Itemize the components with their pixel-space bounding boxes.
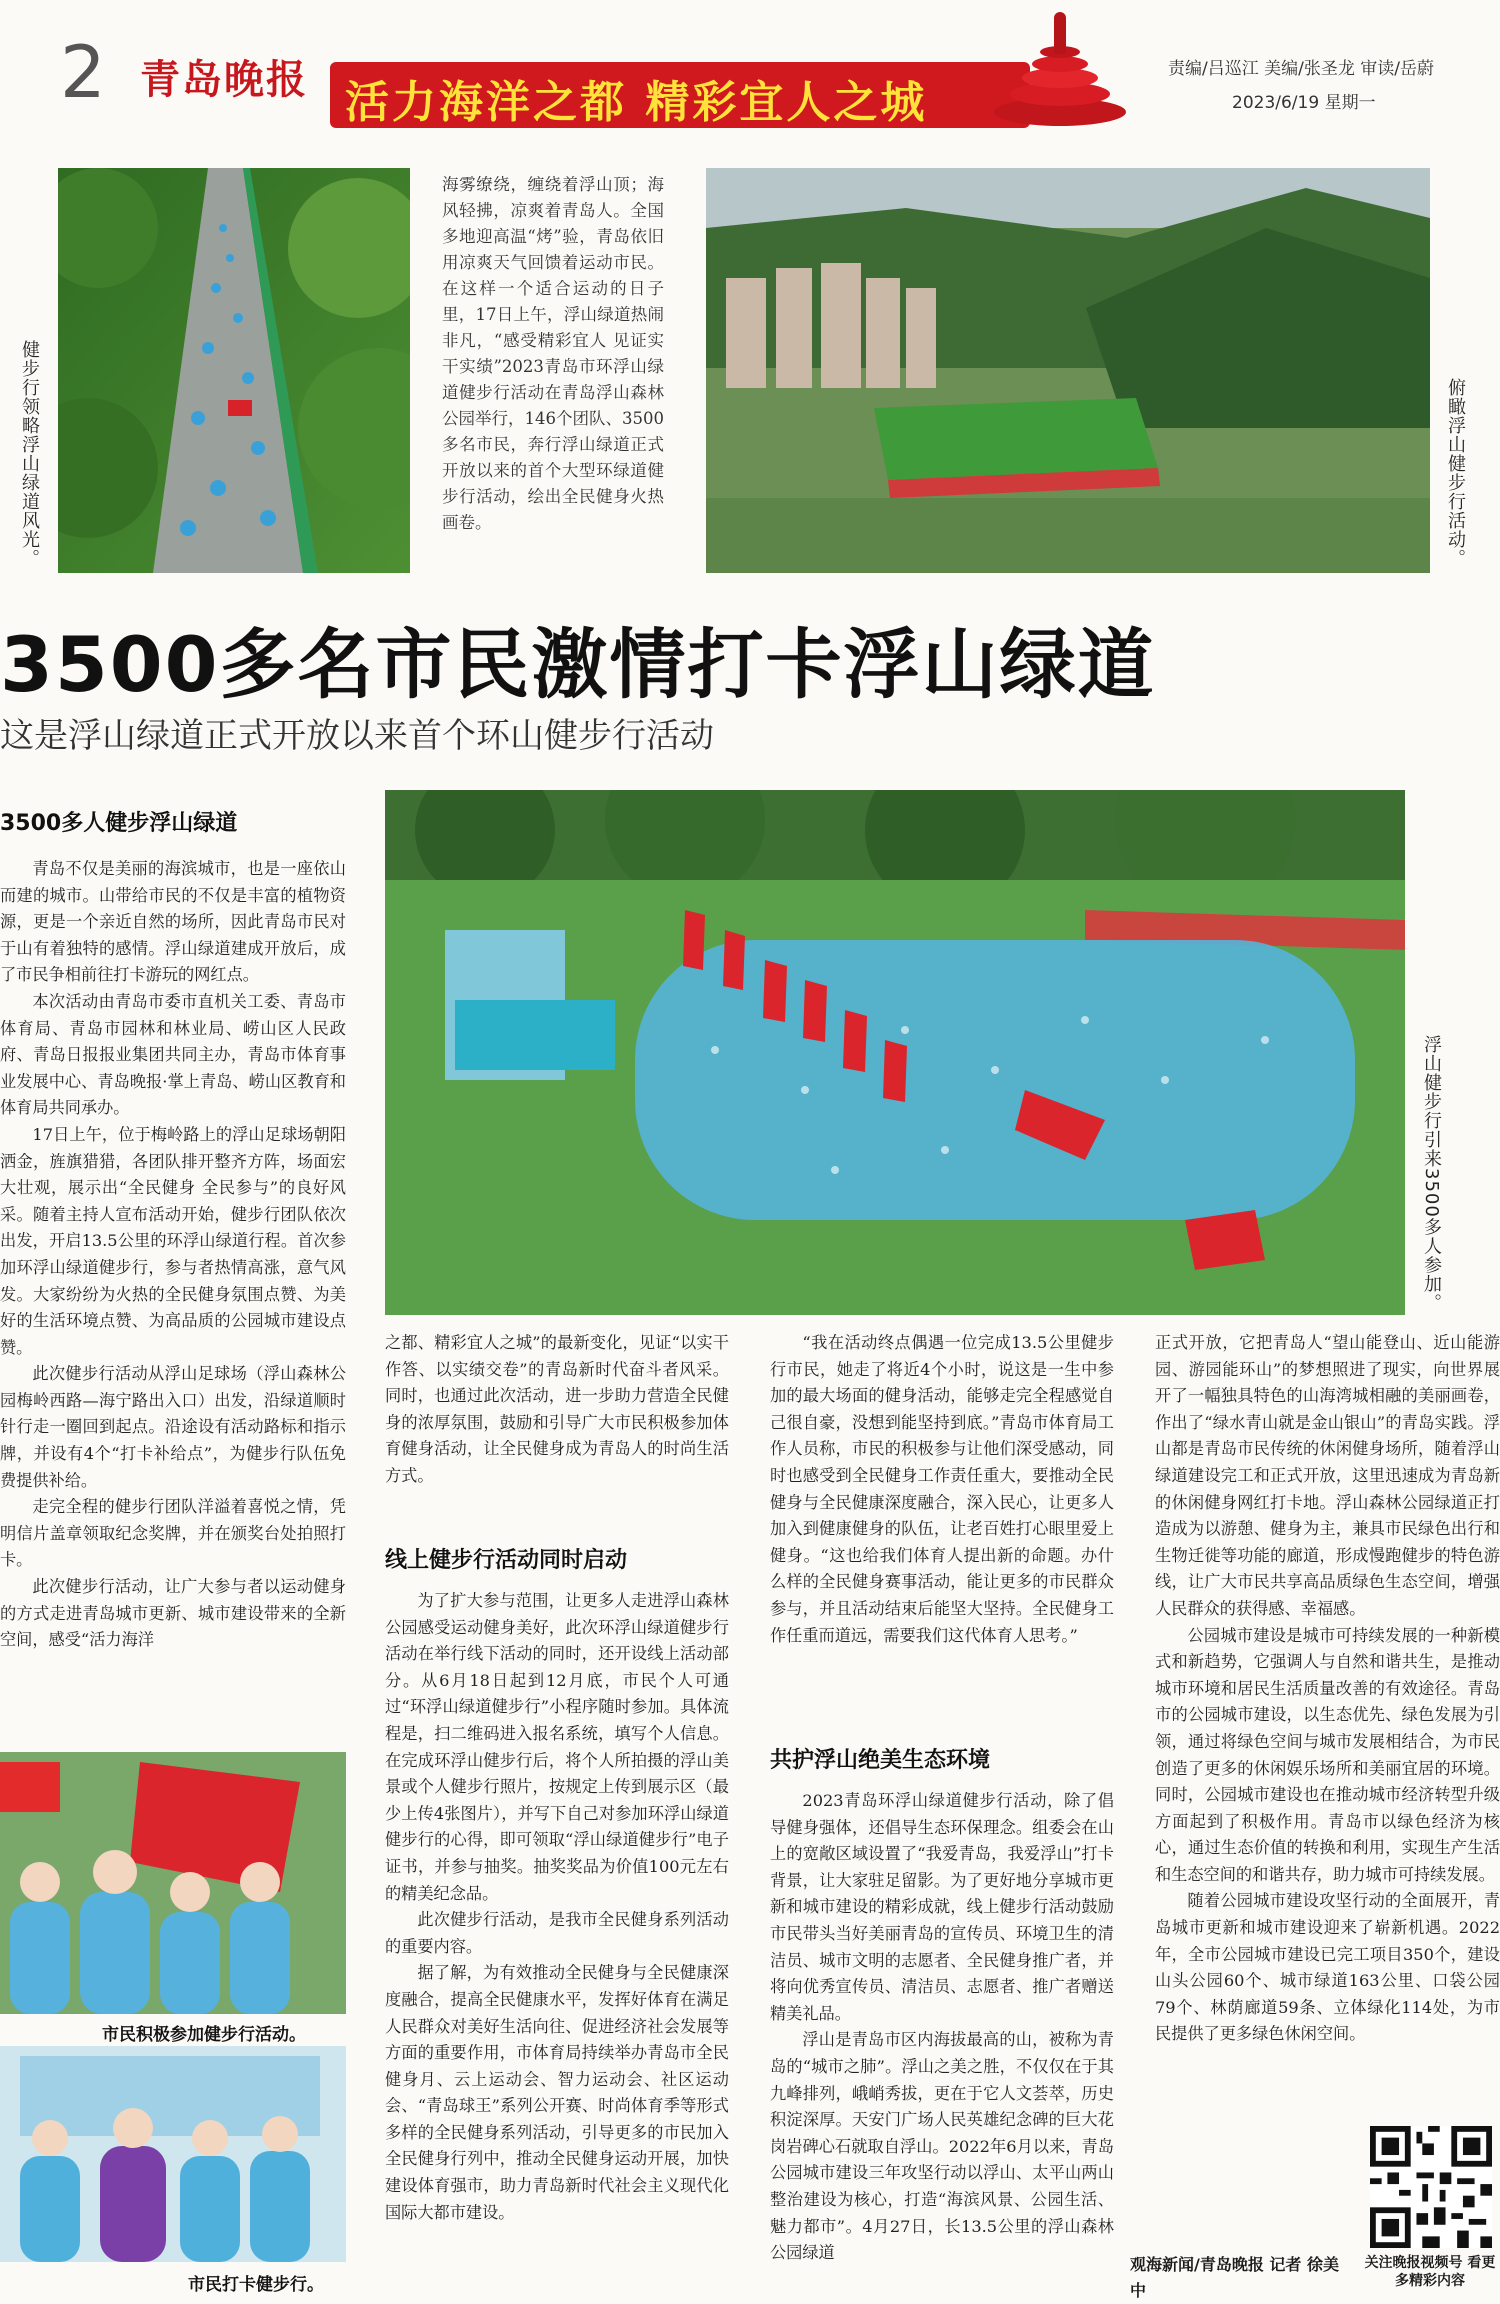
lead-paragraph: 海雾缭绕，缠绕着浮山顶；海风轻拂，凉爽着青岛人。全国多地迎高温“烤”验，青岛依旧用凉爽天气回馈着运动市民。在这样一个适合运动的日子里，17日上午，浮山绿道热闹非凡，“感受精彩宜人 见证实干实绩”2023青岛市环浮山绿道健步行活动在青岛浮山森林公园举行，146个团队、3500多名市民，奔行浮山绿道正式开放以来的首个大型环绿道健步行活动，绘出全民健身火热画卷。: [442, 175, 664, 532]
bottom-photo2-caption: 市民打卡健步行。: [188, 2275, 324, 2295]
issue-date: 2023/6/19 星期一: [1232, 93, 1376, 113]
byline: 观海新闻/青岛晚报 记者 徐美中: [1130, 2255, 1339, 2300]
col3-text: [770, 1788, 1114, 2304]
headline: 3500多名市民激情打卡浮山绿道: [0, 620, 1156, 709]
col4-paragraph: 正式开放，它把青岛人“望山能登山、近山能游园、游园能环山”的梦想照进了现实，向世界展开了一幅独具特色的山海湾城相融的美丽画卷，作出了“绿水青山就是金山银山”的青岛实践。浮山都是青岛市民传统的休闲健身场所，随着浮山绿道建设完工和正式开放，这里迅速成为青岛新的休闲健身网红打卡地。浮山森林公园绿道正打造成为以游憩、健身为主，兼具市民绿色出行和生物迁徙等功能的廊道，形成慢跑健步的特色游线，让广大市民共享高品质绿色生态空间，增强人民群众的获得感、幸福感。: [1155, 1333, 1500, 1618]
col4-paragraph: 公园城市建设是城市可持续发展的一种新模式和新趋势，它强调人与自然和谐共生，是推动城市环境和居民生活质量改善的有效途径。青岛市的公园城市建设，以生态优先、绿色发展为引领，通过将绿色空间与城市发展相结合，为市民创造了更多的休闲娱乐场所和美丽宜居的环境。同时，公园城市建设也在推动城市经济转型升级方面起到了积极作用。青岛市以绿色经济为核心，通过生态价值的转换和利用，实现生产生活和生态空间的和谐共存，助力城市可持续发展。: [1155, 1625, 1500, 1884]
col3-paragraph: 2023青岛环浮山绿道健步行活动，除了倡导健身强体，还倡导生态环保理念。组委会在山上的宽敞区域设置了“我爱青岛，我爱浮山”打卡背景，让大家驻足留影。为了更好地分享城市更新和城市建设的精彩成就，线上健步行活动鼓励市民带头当好美丽青岛的宣传员、环境卫生的清洁员、城市文明的志愿者、全民健身推广者，并将向优秀宣传员、清洁员、志愿者、推广者赠送精美礼品。: [770, 1791, 1114, 2023]
section1-paragraph: 青岛不仅是美丽的海滨城市，也是一座依山而建的城市。山带给市民的不仅是丰富的植物资源，更是一个亲近自然的场所，因此青岛市民对于山有着独特的感情。浮山绿道建成开放后，成了市民争相前往打卡游玩的网红点。: [0, 859, 346, 985]
col4-text: [1155, 1330, 1500, 2100]
col4-paragraph: 随着公园城市建设攻坚行动的全面展开，青岛城市更新和城市建设迎来了崭新机遇。2022年，全市公园城市建设已完工项目350个，建设山头公园60个、城市绿道163公里、口袋公园79个、林荫廊道59条、立体绿化114处，为市民提供了更多绿色休闲空间。: [1155, 1891, 1500, 2044]
col3-paragraph: 浮山是青岛市区内海拔最高的山，被称为青岛的“城市之肺”。浮山之美之胜，不仅仅在于其九峰排列，峨峭秀拔，更在于它人文荟萃，历史积淀深厚。天安门广场人民英雄纪念碑的巨大花岗岩碑心石就取自浮山。2022年6月以来，青岛公园城市建设三年攻坚行动以浮山、太平山两山整治建设为核心，打造“海滨风景、公园生活、魅力都市”。4月27日，长13.5公里的浮山森林公园绿道: [770, 2030, 1114, 2263]
greenway-photo: [58, 168, 410, 573]
section1-title: 3500多人健步浮山绿道: [0, 811, 238, 836]
subheadline: 这是浮山绿道正式开放以来首个环山健步行活动: [0, 716, 714, 756]
bottom-photo1-caption: 市民积极参加健步行活动。: [102, 2025, 306, 2045]
main-event-photo: [385, 790, 1405, 1315]
right-photo-caption: 俯瞰浮山健步行活动。: [1445, 378, 1466, 568]
aerial-photo: [706, 168, 1430, 573]
participants-photo: [0, 1752, 346, 2014]
section1-paragraph: 此次健步行活动，让广大参与者以运动健身的方式走进青岛城市更新、城市建设带来的全新空间，感受“活力海洋: [0, 1577, 346, 1650]
col2-paragraph: 据了解，为有效推动全民健身与全民健康深度融合，提高全民健康水平，发挥好体育在满足人民群众对美好生活向往、促进经济社会发展等方面的重要作用，市体育局持续举办青岛市全民健身月、云上运动会、智力运动会、社区运动会、“青岛球王”系列公开赛、时尚体育季等形式多样的全民健身系列活动，引导更多的市民加入全民健身行列中，推动全民健身运动开展，加快建设体育强市，助力青岛新时代社会主义现代化国际大都市建设。: [385, 1963, 729, 2222]
tower-logo-icon: [990, 8, 1130, 128]
page-number: 2: [60, 30, 106, 114]
col3-text-top: [770, 1330, 1114, 1740]
col2-paragraph: 此次健步行活动，是我市全民健身系列活动的重要内容。: [385, 1910, 729, 1956]
section1-paragraph: 17日上午，位于梅岭路上的浮山足球场朝阳洒金，旌旗猎猎，各团队排开整齐方阵，场面宏大壮观，展示出“全民健身 全民参与”的良好风采。随着主持人宣布活动开始，健步行团队依次出发，开启13.5公里的环浮山绿道行程。首次参加环浮山绿道健步行，参与者热情高涨，意气风发。大家纷纷为火热的全民健身氛围点赞、为美好的生活环境点赞、为高品质的公园城市建设点赞。: [0, 1124, 346, 1357]
col2-paragraph: 为了扩大参与范围，让更多人走进浮山森林公园感受运动健身美好，此次环浮山绿道健步行活动在举行线下活动的同时，还开设线上活动部分。从6月18日起到12月底，市民个人可通过“环浮山绿道健步行”小程序随时参加。具体流程是，扫二维码进入报名系统，填写个人信息。在完成环浮山健步行后，将个人所拍摄的浮山美景或个人健步行照片，按规定上传到展示区（最少上传4张图片），并写下自己对参加环浮山绿道健步行的心得，即可领取“浮山绿道健步行”电子证书，并参与抽奖。抽奖奖品为价值100元左右的精美纪念品。: [385, 1591, 729, 1903]
checkin-photo: [0, 2046, 346, 2262]
section1-text: [0, 856, 346, 1746]
paper-name-logo: 青岛晚报: [140, 56, 308, 103]
qr-code-icon[interactable]: [1370, 2126, 1492, 2248]
col2-paragraph: 之都、精彩宜人之城”的最新变化，见证“以实干作答、以实绩交卷”的青岛新时代奋斗者风采。同时，也通过此次活动，进一步助力营造全民健身的浓厚氛围，鼓励和引导广大市民积极参加体育健身活动，让全民健身成为青岛人的时尚生活方式。: [385, 1333, 729, 1485]
slogan-text: 活力海洋之都 精彩宜人之城: [345, 77, 928, 128]
col2-text-top: [385, 1330, 729, 1540]
left-photo-caption: 健步行领略浮山绿道风光。: [19, 340, 40, 568]
section1-paragraph: 此次健步行活动从浮山足球场（浮山森林公园梅岭西路—海宁路出入口）出发，沿绿道顺时针行走一圈回到起点。沿途设有活动路标和指示牌，并设有4个“打卡补给点”，为健步行队伍免费提供补给。: [0, 1364, 346, 1490]
section1-paragraph: 本次活动由青岛市委市直机关工委、青岛市体育局、青岛市园林和林业局、崂山区人民政府、青岛日报报业集团共同主办，青岛市体育事业发展中心、青岛晚报·掌上青岛、崂山区教育和体育局共同承办。: [0, 991, 346, 1118]
col3-section-title: 共护浮山绝美生态环境: [770, 1748, 991, 1773]
editor-credits: 责编/吕巡江 美编/张圣龙 审读/岳蔚: [1168, 59, 1434, 79]
col3-paragraph: “我在活动终点偶遇一位完成13.5公里健步行市民，她走了将近4个小时，说这是一生中参加的最大场面的健身活动，能够走完全程感觉自己很自豪，没想到能坚持到底。”青岛市体育局工作人员称，市民的积极参与让他们深受感动，同时也感受到全民健身工作责任重大，要推动全民健身与全民健康深度融合，深入民心，让更多人加入到健康健身的队伍，让老百姓打心眼里爱上健身。“这也给我们体育人提出新的命题。办什么样的全民健身赛事活动，能让更多的市民群众参与，并且活动结束后能坚大坚持。全民健身工作任重而道远，需要我们这代体育人思考。”: [770, 1333, 1114, 1645]
col2-text: [385, 1588, 729, 2304]
col2-section-title: 线上健步行活动同时启动: [385, 1548, 628, 1573]
qr-caption: 关注晚报视频号 看更多精彩内容: [1364, 2255, 1496, 2289]
main-photo-caption: 浮山健步行引来3500多人参加。: [1421, 1035, 1442, 1313]
section1-paragraph: 走完全程的健步行团队洋溢着喜悦之情，凭明信片盖章领取纪念奖牌，并在颁奖台处拍照打卡。: [0, 1497, 346, 1570]
